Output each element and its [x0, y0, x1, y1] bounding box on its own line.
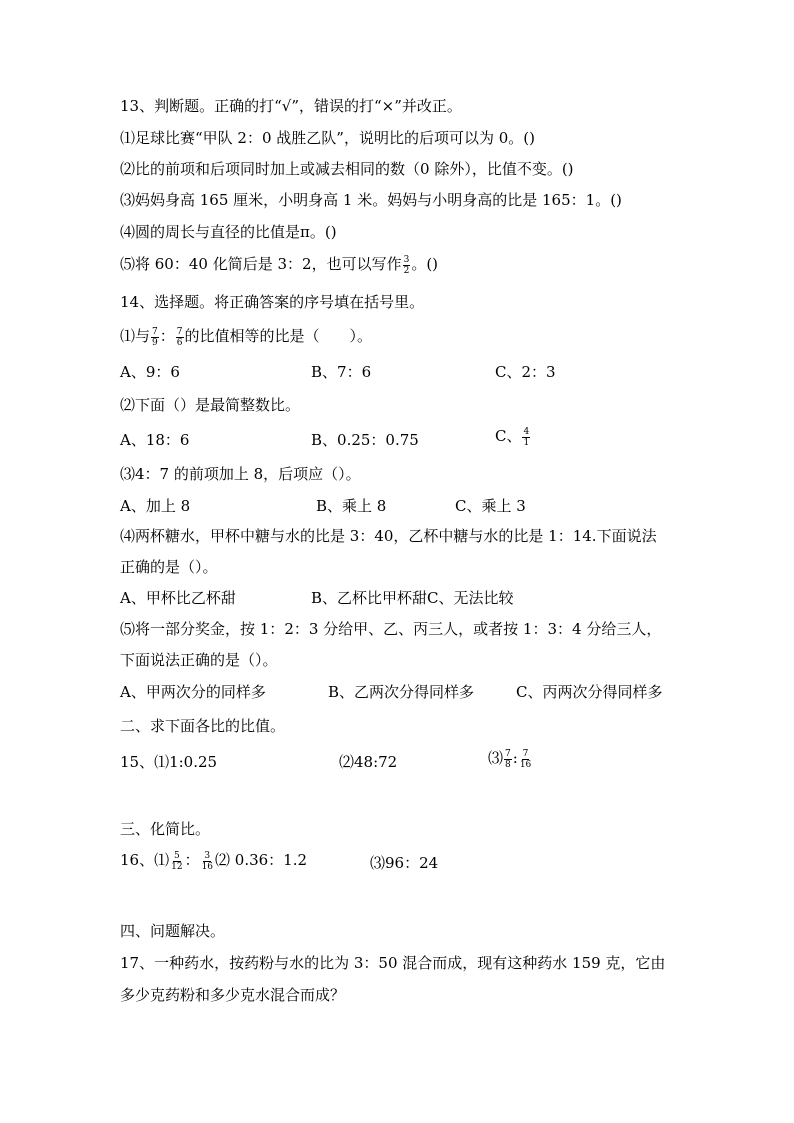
q14-sub-3: ⑶4：7 的前项加上 8，后项应（）。	[120, 465, 361, 483]
q17-line-1: 17、一种药水，按药粉与水的比为 3：50 混合而成，现有这种药水 159 克，它由	[120, 954, 666, 972]
section-2-title: 二、求下面各比的比值。	[120, 717, 286, 735]
section-4-title: 四、问题解决。	[120, 922, 226, 940]
q13-item-5	[120, 254, 438, 276]
q16-part-2: ⑵ 0.36：1.2	[215, 851, 308, 869]
colon: ：	[184, 851, 200, 869]
fraction: $\frac{4}{1}$	[523, 426, 530, 448]
q14-2-option-b: B、0.25：0.75	[311, 431, 419, 449]
fraction: $\frac{3}{16}$	[201, 850, 214, 872]
q14-5-option-c: C、丙两次分得同样多	[516, 683, 663, 701]
q13-item-5-text: ⑸将 60：40 化简后是 3：2，也可以写作	[120, 255, 402, 273]
q14-2-option-a: A、18：6	[120, 431, 190, 449]
q15-part-1: 15、⑴1:0.25	[120, 753, 218, 771]
q14-sub-1-pre: ⑴与	[120, 327, 151, 345]
fraction: $\frac{7}{16}$	[519, 748, 532, 770]
q13-item-3: ⑶妈妈身高 165 厘米，小明身高 1 米。妈妈与小明身高的比是 165：1。()	[120, 191, 622, 209]
q13-item-1: ⑴足球比赛“甲队 2：0 战胜乙队”，说明比的后项可以为 0。()	[120, 129, 535, 147]
q17-line-2: 多少克药粉和多少克水混合而成？	[120, 986, 346, 1004]
fraction: $\frac{3}{2}$	[403, 254, 410, 276]
q14-4-option-bc: B、乙杯比甲杯甜C、无法比较	[311, 589, 514, 607]
colon: ：	[159, 327, 175, 345]
q14-sub-5-line-1: ⑸将一部分奖金，按 1：2：3 分给甲、乙、丙三人，或者按 1：3：4 分给三人，	[120, 620, 662, 638]
q14-2-option-c	[495, 426, 531, 448]
separator: :	[512, 749, 518, 767]
q14-3-option-c: C、乘上 3	[455, 497, 526, 515]
q14-sub-4-line-1: ⑷两杯糖水，甲杯中糖与水的比是 3：40，乙杯中糖与水的比是 1：14.下面说法	[120, 527, 657, 545]
fraction: $\frac{7}{9}$	[152, 326, 158, 348]
q14-sub-5-line-2: 下面说法正确的是（）。	[120, 651, 278, 669]
q14-1-option-b: B、7：6	[311, 363, 372, 381]
section-3-title: 三、化简比。	[120, 820, 211, 838]
q14-1-option-a: A、9：6	[120, 363, 180, 381]
q13-title: 13、判断题。正确的打“√”，错误的打“×”并改正。	[120, 97, 462, 115]
q14-sub-1	[120, 326, 372, 348]
q13-item-2: ⑵比的前项和后项同时加上或减去相同的数（0 除外），比值不变。()	[120, 160, 574, 178]
q16-part-1	[120, 850, 307, 872]
q14-4-option-a: A、甲杯比乙杯甜	[120, 589, 236, 607]
q15-part-3	[488, 748, 533, 770]
q14-sub-4-line-2: 正确的是（）。	[120, 558, 218, 576]
q14-5-option-b: B、乙两次分得同样多	[328, 683, 475, 701]
fraction: $\frac{7}{8}$	[505, 748, 511, 770]
q16-part-3: ⑶96：24	[370, 854, 439, 872]
option-label: C、	[495, 427, 522, 445]
q14-sub-2: ⑵下面（）是最简整数比。	[120, 396, 301, 414]
q14-3-option-a: A、加上 8	[120, 497, 191, 515]
q14-5-option-a: A、甲两次分的同样多	[120, 683, 266, 701]
fraction: $\frac{5}{12}$	[171, 850, 183, 872]
q14-sub-1-post: 的比值相等的比是（ ）。	[184, 327, 373, 345]
q14-title: 14、选择题。将正确答案的序号填在括号里。	[120, 293, 425, 311]
part-label: ⑶	[488, 749, 504, 767]
q14-1-option-c: C、2：3	[495, 363, 556, 381]
q14-3-option-b: B、乘上 8	[316, 497, 387, 515]
q13-item-5-tail: 。()	[411, 255, 439, 273]
fraction: $\frac{7}{6}$	[176, 326, 183, 348]
q15-part-2: ⑵48:72	[339, 753, 398, 771]
q13-item-4: ⑷圆的周长与直径的比值是π。()	[120, 223, 337, 241]
part-label: 16、⑴	[120, 851, 170, 869]
